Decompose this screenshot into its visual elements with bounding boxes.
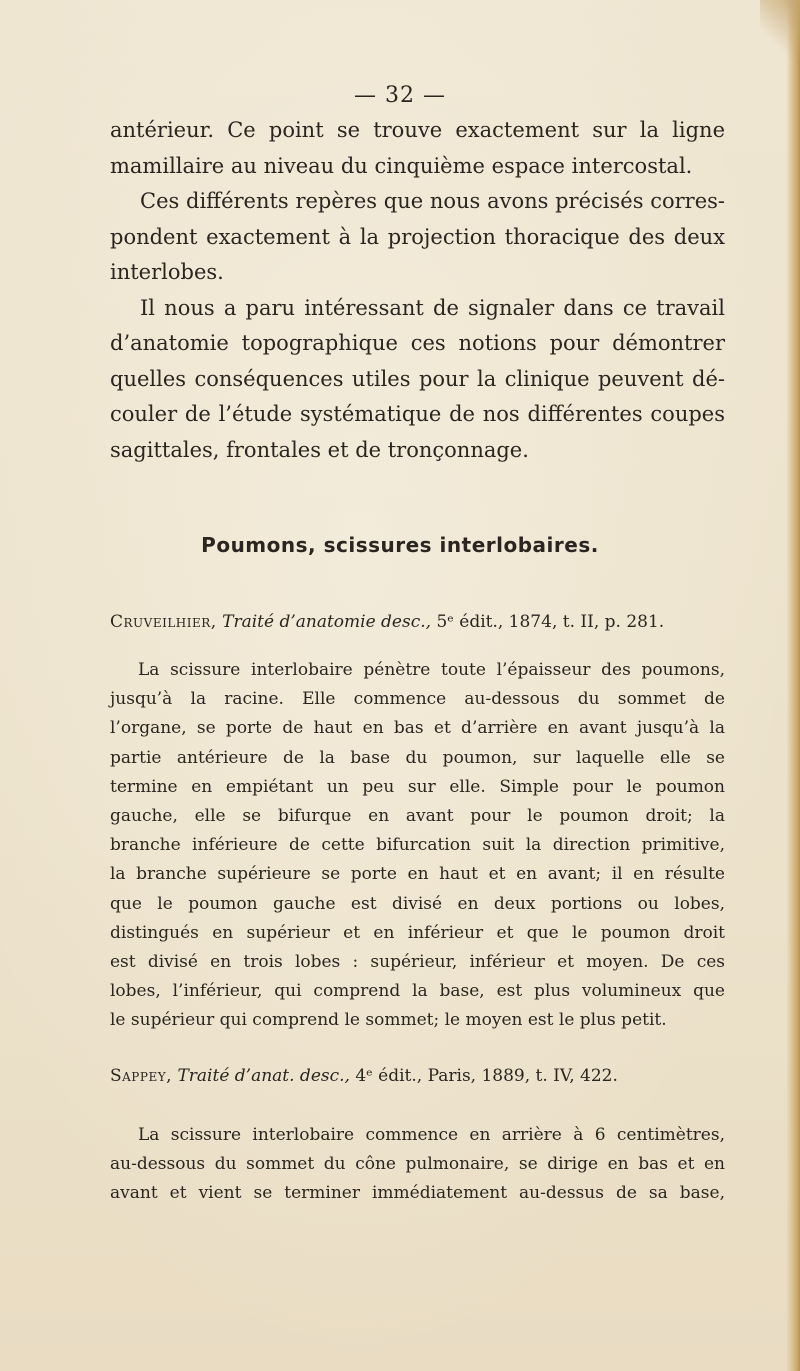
text-line: partie antérieure de la base du poumon, sur laquelle elle se — [110, 747, 725, 768]
text-line: La scissure interlobaire commence en arrière à 6 centimètres, — [138, 1125, 725, 1145]
quote-cruveilhier — [110, 656, 725, 1036]
page-number: — 32 — — [354, 83, 446, 108]
section-heading: Poumons, scissures interlobaires. — [201, 533, 599, 557]
text-line: que le poumon gauche est divisé en deux portions ou lobes, — [110, 893, 725, 914]
text-line: termine en empiétant un peu sur elle. Simple pour le poumon — [110, 776, 725, 797]
citation-author: Cruveilhier, — [110, 612, 217, 632]
text-line: Ces différents repères que nous avons précisés corres- — [140, 189, 725, 213]
text-line: distingués en supérieur et en inférieur et que le poumon droit — [110, 922, 725, 943]
text-line: d’anatomie topographique ces notions pour démontrer — [110, 331, 725, 355]
text-line: lobes, l’inférieur, qui comprend la base, est plus volumineux que — [110, 981, 725, 1002]
intro-paragraphs — [110, 113, 725, 468]
text-line: l’organe, se porte de haut en bas et d’arrière en avant jusqu’à la — [110, 718, 725, 739]
text-line: le supérieur qui comprend le sommet; le moyen est le plus petit. — [110, 1010, 667, 1031]
text-line: couler de l’étude systématique de nos différentes coupes — [110, 402, 725, 426]
citation-title: Traité d’anatomie desc., — [222, 612, 432, 632]
text-line: La scissure interlobaire pénètre toute l’épaisseur des poumons, — [138, 660, 725, 680]
citation-details: 5ᵉ édit., 1874, t. II, p. 281. — [436, 612, 665, 632]
text-line: gauche, elle se bifurque en avant pour le poumon droit; la — [110, 806, 725, 827]
text-line: quelles conséquences utiles pour la clinique peuvent dé- — [110, 366, 725, 391]
text-line: avant et vient se terminer immédiatement au-dessus de sa base, — [110, 1183, 725, 1204]
text-line: Il nous a paru intéressant de signaler dans ce travail — [140, 295, 725, 320]
text-line: mamillaire au niveau du cinquième espace intercostal. — [110, 153, 693, 178]
text-line: jusqu’à la racine. Elle commence au-dessous du sommet de — [110, 689, 725, 710]
text-line: au-dessous du sommet du cône pulmonaire, se dirige en bas et en — [110, 1154, 725, 1175]
citation-author: Sappey, — [110, 1066, 173, 1086]
text-line: antérieur. Ce point se trouve exactement sur la ligne — [110, 118, 725, 142]
citation-sappey — [110, 1066, 618, 1086]
page-edge-shadow — [786, 0, 800, 1371]
text-line: sagittales, frontales et de tronçonnage. — [110, 437, 529, 462]
text-line: branche inférieure de cette bifurcation suit la direction primitive, — [110, 835, 725, 856]
quote-sappey — [110, 1121, 725, 1209]
text-line: interlobes. — [110, 260, 224, 284]
text-line: la branche supérieure se porte en haut et en avant; il en résulte — [110, 864, 725, 885]
page-corner-stain — [760, 0, 800, 60]
text-line: pondent exactement à la projection thoracique des deux — [110, 224, 725, 249]
text-line: est divisé en trois lobes : supérieur, inférieur et moyen. De ces — [110, 952, 725, 973]
citation-details: 4ᵉ édit., Paris, 1889, t. IV, 422. — [355, 1066, 618, 1086]
citation-cruveilhier — [110, 612, 664, 632]
citation-title: Traité d’anat. desc., — [177, 1066, 350, 1086]
